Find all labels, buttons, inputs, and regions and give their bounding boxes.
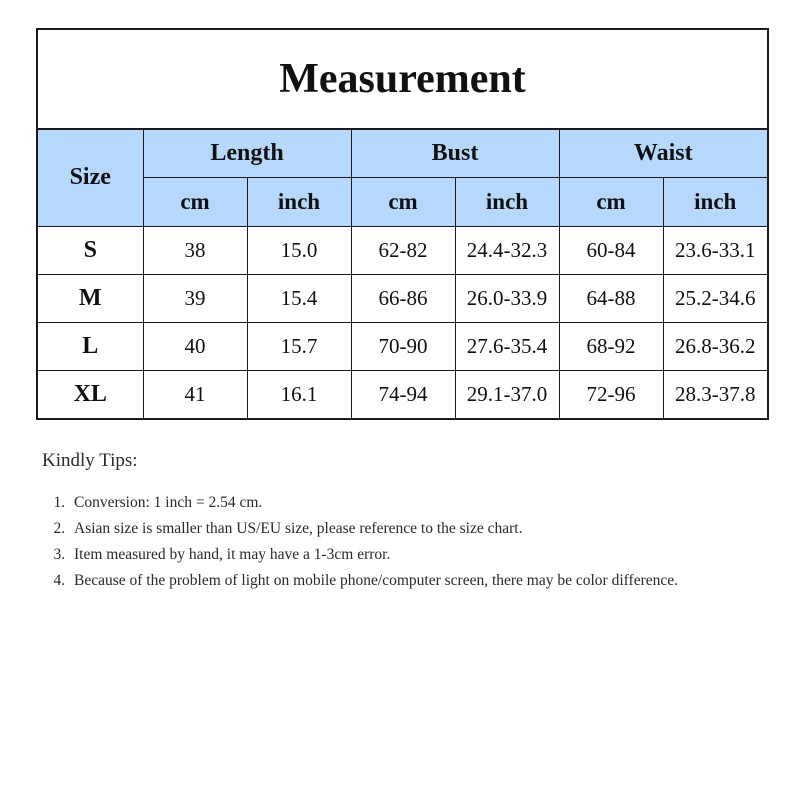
tip-item: 3. Item measured by hand, it may have a 1-3cm error.	[69, 542, 762, 568]
unit-header: cm	[559, 177, 663, 226]
size-header: Size	[38, 130, 143, 226]
size-label: L	[38, 322, 143, 370]
table-cell: 60-84	[559, 226, 663, 274]
waist-header: Waist	[559, 130, 767, 177]
table-cell: 28.3-37.8	[663, 370, 767, 418]
table-cell: 26.8-36.2	[663, 322, 767, 370]
table-cell: 62-82	[351, 226, 455, 274]
table-row	[38, 226, 767, 274]
tip-item: 4. Because of the problem of light on mobile phone/computer screen, there may be color difference.	[69, 568, 762, 594]
table-cell: 15.0	[247, 226, 351, 274]
table-cell: 23.6-33.1	[663, 226, 767, 274]
size-table	[38, 130, 767, 418]
tips-title: Kindly Tips:	[42, 450, 138, 471]
table-row	[38, 274, 767, 322]
table-cell: 64-88	[559, 274, 663, 322]
tip-item: 2. Asian size is smaller than US/EU size, please reference to the size chart.	[69, 516, 762, 542]
size-chart	[36, 28, 769, 420]
table-cell: 41	[143, 370, 247, 418]
unit-header: inch	[663, 177, 767, 226]
unit-header: cm	[351, 177, 455, 226]
table-row	[38, 370, 767, 418]
unit-header: cm	[143, 177, 247, 226]
size-label: M	[38, 274, 143, 322]
table-cell: 68-92	[559, 322, 663, 370]
header-row-groups	[38, 130, 767, 177]
size-label: XL	[38, 370, 143, 418]
table-cell: 40	[143, 322, 247, 370]
table-cell: 27.6-35.4	[455, 322, 559, 370]
table-cell: 26.0-33.9	[455, 274, 559, 322]
header-row-units	[38, 177, 767, 226]
table-cell: 15.4	[247, 274, 351, 322]
bust-header: Bust	[351, 130, 559, 177]
size-label: S	[38, 226, 143, 274]
kindly-tips	[42, 450, 762, 594]
table-cell: 66-86	[351, 274, 455, 322]
table-cell: 70-90	[351, 322, 455, 370]
table-row	[38, 322, 767, 370]
table-cell: 72-96	[559, 370, 663, 418]
tips-list	[42, 490, 762, 594]
tip-item: 1. Conversion: 1 inch = 2.54 cm.	[69, 490, 762, 516]
table-cell: 39	[143, 274, 247, 322]
chart-title: Measurement	[38, 30, 767, 130]
table-cell: 24.4-32.3	[455, 226, 559, 274]
table-cell: 16.1	[247, 370, 351, 418]
unit-header: inch	[455, 177, 559, 226]
table-cell: 74-94	[351, 370, 455, 418]
table-cell: 15.7	[247, 322, 351, 370]
length-header: Length	[143, 130, 351, 177]
unit-header: inch	[247, 177, 351, 226]
table-cell: 29.1-37.0	[455, 370, 559, 418]
table-cell: 25.2-34.6	[663, 274, 767, 322]
table-cell: 38	[143, 226, 247, 274]
